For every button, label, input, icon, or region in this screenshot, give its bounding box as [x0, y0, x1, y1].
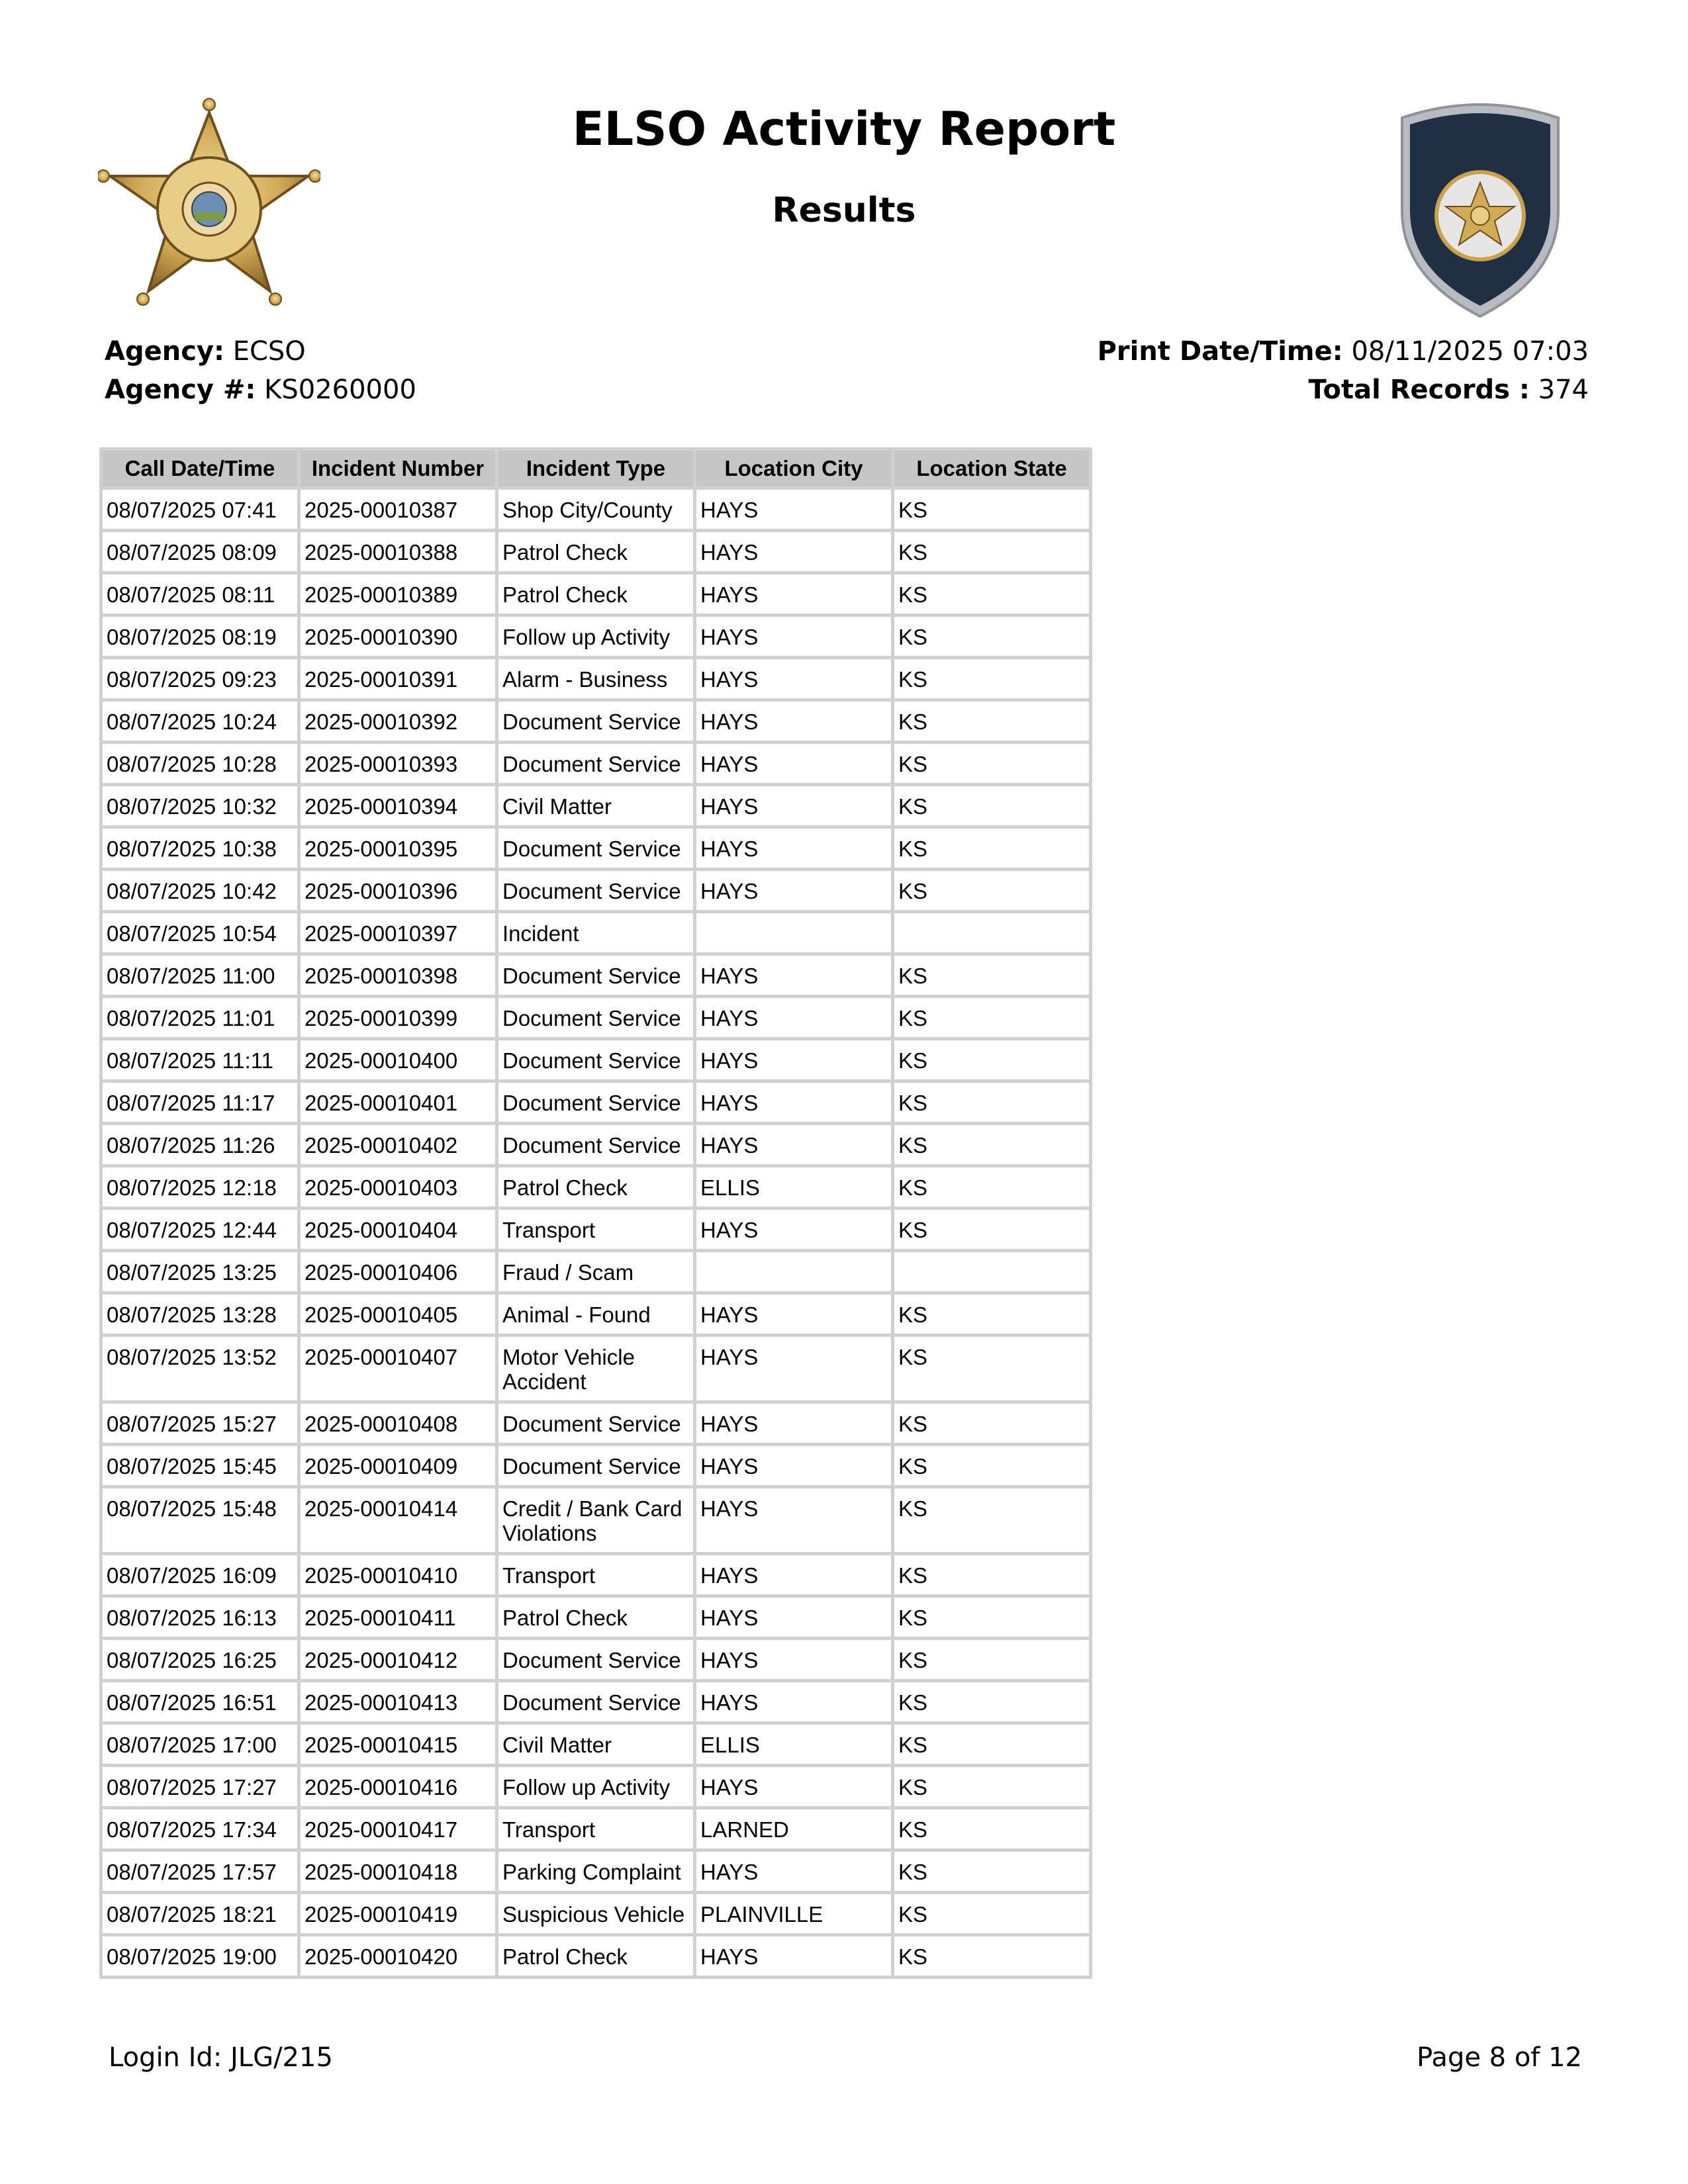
- cell-location-city: HAYS: [696, 490, 891, 529]
- cell-incident-number: 2025-00010401: [301, 1083, 495, 1122]
- cell-call-date-time: 08/07/2025 13:52: [103, 1337, 297, 1400]
- table-row: [103, 1040, 1089, 1079]
- cell-incident-type: Transport: [498, 1210, 693, 1249]
- cell-location-state: KS: [894, 1337, 1089, 1400]
- cell-call-date-time: 08/07/2025 12:18: [103, 1167, 297, 1206]
- cell-location-state: KS: [894, 998, 1089, 1037]
- cell-call-date-time: 08/07/2025 12:44: [103, 1210, 297, 1249]
- cell-call-date-time: 08/07/2025 11:01: [103, 998, 297, 1037]
- cell-call-date-time: 08/07/2025 11:17: [103, 1083, 297, 1122]
- cell-location-state: KS: [894, 1894, 1089, 1933]
- cell-call-date-time: 08/07/2025 16:09: [103, 1555, 297, 1594]
- table-row: [103, 1767, 1089, 1806]
- page-number: Page 8 of 12: [1417, 2042, 1582, 2073]
- cell-incident-type: Motor Vehicle Accident: [498, 1337, 693, 1400]
- cell-location-city: [696, 913, 891, 952]
- cell-call-date-time: 08/07/2025 15:27: [103, 1404, 297, 1443]
- cell-location-city: HAYS: [696, 744, 891, 783]
- cell-location-city: HAYS: [696, 1555, 891, 1594]
- cell-location-city: PLAINVILLE: [696, 1894, 891, 1933]
- cell-location-city: HAYS: [696, 1040, 891, 1079]
- cell-location-city: HAYS: [696, 1852, 891, 1891]
- cell-location-state: KS: [894, 490, 1089, 529]
- cell-call-date-time: 08/07/2025 10:28: [103, 744, 297, 783]
- cell-incident-number: 2025-00010406: [301, 1252, 495, 1291]
- cell-location-state: KS: [894, 702, 1089, 741]
- cell-incident-type: Document Service: [498, 1404, 693, 1443]
- cell-location-state: KS: [894, 659, 1089, 698]
- cell-location-state: KS: [894, 1725, 1089, 1764]
- table-row: [103, 702, 1089, 741]
- cell-location-state: KS: [894, 1809, 1089, 1848]
- cell-call-date-time: 08/07/2025 13:25: [103, 1252, 297, 1291]
- cell-incident-type: Document Service: [498, 829, 693, 868]
- cell-incident-type: Patrol Check: [498, 1598, 693, 1637]
- cell-location-city: HAYS: [696, 956, 891, 995]
- cell-location-state: KS: [894, 871, 1089, 910]
- cell-incident-type: Transport: [498, 1809, 693, 1848]
- table-row: [103, 1640, 1089, 1679]
- cell-location-state: KS: [894, 1040, 1089, 1079]
- agency-number-line: [105, 371, 416, 409]
- cell-location-state: KS: [894, 1295, 1089, 1334]
- cell-incident-number: 2025-00010398: [301, 956, 495, 995]
- cell-incident-number: 2025-00010391: [301, 659, 495, 698]
- cell-location-city: HAYS: [696, 702, 891, 741]
- table-row: [103, 1337, 1089, 1400]
- cell-incident-number: 2025-00010419: [301, 1894, 495, 1933]
- cell-call-date-time: 08/07/2025 07:41: [103, 490, 297, 529]
- cell-location-state: KS: [894, 744, 1089, 783]
- cell-location-state: KS: [894, 1852, 1089, 1891]
- cell-incident-number: 2025-00010396: [301, 871, 495, 910]
- cell-call-date-time: 08/07/2025 08:11: [103, 574, 297, 614]
- cell-incident-number: 2025-00010390: [301, 617, 495, 656]
- page-title: ELSO Activity Report: [572, 102, 1116, 156]
- table-row: [103, 871, 1089, 910]
- cell-incident-type: Shop City/County: [498, 490, 693, 529]
- cell-incident-type: Suspicious Vehicle: [498, 1894, 693, 1933]
- cell-incident-type: Document Service: [498, 1640, 693, 1679]
- cell-call-date-time: 08/07/2025 17:34: [103, 1809, 297, 1848]
- page-subtitle: Results: [772, 191, 916, 230]
- cell-call-date-time: 08/07/2025 16:13: [103, 1598, 297, 1637]
- cell-location-state: KS: [894, 1640, 1089, 1679]
- cell-incident-number: 2025-00010418: [301, 1852, 495, 1891]
- cell-call-date-time: 08/07/2025 17:57: [103, 1852, 297, 1891]
- cell-location-state: KS: [894, 1598, 1089, 1637]
- cell-location-state: KS: [894, 1936, 1089, 1976]
- agency-number-value: KS0260000: [264, 375, 416, 405]
- table-row: [103, 1598, 1089, 1637]
- table-row: [103, 1446, 1089, 1485]
- cell-call-date-time: 08/07/2025 18:21: [103, 1894, 297, 1933]
- cell-location-city: HAYS: [696, 871, 891, 910]
- cell-incident-number: 2025-00010397: [301, 913, 495, 952]
- cell-incident-type: Animal - Found: [498, 1295, 693, 1334]
- cell-call-date-time: 08/07/2025 16:51: [103, 1682, 297, 1721]
- cell-location-city: HAYS: [696, 829, 891, 868]
- cell-call-date-time: 08/07/2025 16:25: [103, 1640, 297, 1679]
- cell-incident-number: 2025-00010413: [301, 1682, 495, 1721]
- table-row: [103, 786, 1089, 825]
- print-date-label: Print Date/Time:: [1097, 336, 1343, 367]
- cell-call-date-time: 08/07/2025 09:23: [103, 659, 297, 698]
- cell-location-city: HAYS: [696, 1446, 891, 1485]
- cell-incident-type: Document Service: [498, 998, 693, 1037]
- cell-location-city: HAYS: [696, 1488, 891, 1552]
- table-row: [103, 1252, 1089, 1291]
- cell-location-city: ELLIS: [696, 1725, 891, 1764]
- cell-incident-type: Patrol Check: [498, 1936, 693, 1976]
- cell-incident-type: Document Service: [498, 702, 693, 741]
- table-row: [103, 617, 1089, 656]
- cell-incident-number: 2025-00010404: [301, 1210, 495, 1249]
- cell-incident-type: Alarm - Business: [498, 659, 693, 698]
- cell-location-city: HAYS: [696, 1682, 891, 1721]
- table-row: [103, 829, 1089, 868]
- cell-incident-number: 2025-00010394: [301, 786, 495, 825]
- cell-incident-type: Document Service: [498, 871, 693, 910]
- cell-location-city: HAYS: [696, 617, 891, 656]
- cell-incident-number: 2025-00010410: [301, 1555, 495, 1594]
- cell-location-state: KS: [894, 1682, 1089, 1721]
- cell-call-date-time: 08/07/2025 15:45: [103, 1446, 297, 1485]
- cell-call-date-time: 08/07/2025 11:11: [103, 1040, 297, 1079]
- table-row: [103, 913, 1089, 952]
- cell-incident-type: Document Service: [498, 1083, 693, 1122]
- cell-location-city: HAYS: [696, 574, 891, 614]
- table-row: [103, 956, 1089, 995]
- cell-incident-type: Credit / Bank Card Violations: [498, 1488, 693, 1552]
- cell-incident-type: Follow up Activity: [498, 617, 693, 656]
- cell-location-city: HAYS: [696, 1598, 891, 1637]
- cell-incident-number: 2025-00010395: [301, 829, 495, 868]
- table-row: [103, 1852, 1089, 1891]
- cell-call-date-time: 08/07/2025 17:00: [103, 1725, 297, 1764]
- cell-incident-number: 2025-00010403: [301, 1167, 495, 1206]
- table-row: [103, 1210, 1089, 1249]
- cell-incident-number: 2025-00010402: [301, 1125, 495, 1164]
- cell-location-state: KS: [894, 1555, 1089, 1594]
- total-records-line: [1098, 371, 1589, 409]
- cell-call-date-time: 08/07/2025 10:54: [103, 913, 297, 952]
- column-header-incident-number: Incident Number: [301, 451, 495, 486]
- table-row: [103, 1894, 1089, 1933]
- cell-incident-number: 2025-00010389: [301, 574, 495, 614]
- cell-location-state: KS: [894, 786, 1089, 825]
- cell-call-date-time: 08/07/2025 11:00: [103, 956, 297, 995]
- cell-call-date-time: 08/07/2025 17:27: [103, 1767, 297, 1806]
- cell-incident-type: Document Service: [498, 1125, 693, 1164]
- cell-call-date-time: 08/07/2025 13:28: [103, 1295, 297, 1334]
- cell-call-date-time: 08/07/2025 10:32: [103, 786, 297, 825]
- cell-location-state: KS: [894, 1404, 1089, 1443]
- cell-incident-number: 2025-00010407: [301, 1337, 495, 1400]
- agency-label: Agency:: [105, 336, 224, 367]
- agency-number-label: Agency #:: [105, 375, 256, 405]
- table-row: [103, 744, 1089, 783]
- cell-incident-type: Parking Complaint: [498, 1852, 693, 1891]
- cell-incident-type: Civil Matter: [498, 1725, 693, 1764]
- column-header-call-date-time: Call Date/Time: [103, 451, 297, 486]
- cell-location-state: KS: [894, 1167, 1089, 1206]
- cell-location-city: HAYS: [696, 1404, 891, 1443]
- cell-incident-number: 2025-00010393: [301, 744, 495, 783]
- cell-location-state: KS: [894, 1446, 1089, 1485]
- cell-incident-type: Document Service: [498, 956, 693, 995]
- cell-incident-number: 2025-00010399: [301, 998, 495, 1037]
- cell-incident-number: 2025-00010412: [301, 1640, 495, 1679]
- cell-incident-number: 2025-00010417: [301, 1809, 495, 1848]
- cell-location-state: KS: [894, 829, 1089, 868]
- cell-incident-number: 2025-00010387: [301, 490, 495, 529]
- table-row: [103, 1404, 1089, 1443]
- table-row: [103, 1083, 1089, 1122]
- cell-incident-type: Civil Matter: [498, 786, 693, 825]
- login-id: Login Id: JLG/215: [109, 2042, 333, 2073]
- cell-incident-number: 2025-00010409: [301, 1446, 495, 1485]
- table-row: [103, 1682, 1089, 1721]
- cell-location-state: KS: [894, 1210, 1089, 1249]
- cell-location-city: HAYS: [696, 1936, 891, 1976]
- cell-call-date-time: 08/07/2025 10:24: [103, 702, 297, 741]
- cell-call-date-time: 08/07/2025 11:26: [103, 1125, 297, 1164]
- cell-incident-type: Transport: [498, 1555, 693, 1594]
- table-row: [103, 998, 1089, 1037]
- column-header-location-state: Location State: [894, 451, 1089, 486]
- cell-incident-number: 2025-00010400: [301, 1040, 495, 1079]
- activity-table: [99, 447, 1092, 1979]
- cell-call-date-time: 08/07/2025 10:42: [103, 871, 297, 910]
- agency-info: [105, 332, 416, 409]
- cell-incident-number: 2025-00010416: [301, 1767, 495, 1806]
- total-records-value: 374: [1538, 375, 1589, 405]
- cell-location-city: HAYS: [696, 532, 891, 571]
- cell-incident-type: Document Service: [498, 744, 693, 783]
- cell-incident-type: Document Service: [498, 1682, 693, 1721]
- cell-incident-type: Document Service: [498, 1446, 693, 1485]
- agency-line: [105, 332, 416, 371]
- cell-location-state: KS: [894, 1083, 1089, 1122]
- table-row: [103, 1167, 1089, 1206]
- cell-location-city: [696, 1252, 891, 1291]
- table-row: [103, 1125, 1089, 1164]
- cell-incident-type: Patrol Check: [498, 1167, 693, 1206]
- table-row: [103, 1809, 1089, 1848]
- table-row: [103, 490, 1089, 529]
- cell-incident-type: Fraud / Scam: [498, 1252, 693, 1291]
- cell-incident-number: 2025-00010408: [301, 1404, 495, 1443]
- cell-incident-number: 2025-00010414: [301, 1488, 495, 1552]
- cell-incident-number: 2025-00010411: [301, 1598, 495, 1637]
- table-row: [103, 532, 1089, 571]
- print-info: [1098, 332, 1589, 409]
- cell-location-city: HAYS: [696, 786, 891, 825]
- cell-location-city: HAYS: [696, 1125, 891, 1164]
- cell-incident-number: 2025-00010415: [301, 1725, 495, 1764]
- cell-call-date-time: 08/07/2025 19:00: [103, 1936, 297, 1976]
- cell-location-city: HAYS: [696, 1295, 891, 1334]
- cell-location-city: HAYS: [696, 1640, 891, 1679]
- cell-incident-number: 2025-00010420: [301, 1936, 495, 1976]
- cell-location-city: HAYS: [696, 1083, 891, 1122]
- cell-location-city: HAYS: [696, 1767, 891, 1806]
- cell-incident-type: Incident: [498, 913, 693, 952]
- table-header-row: [103, 451, 1089, 486]
- cell-call-date-time: 08/07/2025 08:09: [103, 532, 297, 571]
- cell-location-state: KS: [894, 574, 1089, 614]
- cell-incident-number: 2025-00010405: [301, 1295, 495, 1334]
- cell-call-date-time: 08/07/2025 08:19: [103, 617, 297, 656]
- table-row: [103, 574, 1089, 614]
- column-header-incident-type: Incident Type: [498, 451, 693, 486]
- cell-call-date-time: 08/07/2025 15:48: [103, 1488, 297, 1552]
- cell-incident-number: 2025-00010388: [301, 532, 495, 571]
- cell-location-state: KS: [894, 956, 1089, 995]
- cell-location-city: HAYS: [696, 1210, 891, 1249]
- table-row: [103, 1295, 1089, 1334]
- table-row: [103, 1936, 1089, 1976]
- cell-location-state: [894, 913, 1089, 952]
- cell-location-state: [894, 1252, 1089, 1291]
- table-row: [103, 659, 1089, 698]
- cell-location-state: KS: [894, 532, 1089, 571]
- cell-location-state: KS: [894, 1488, 1089, 1552]
- cell-incident-type: Follow up Activity: [498, 1767, 693, 1806]
- table-row: [103, 1555, 1089, 1594]
- table-row: [103, 1725, 1089, 1764]
- agency-value: ECSO: [232, 336, 306, 367]
- print-date-line: [1098, 332, 1589, 371]
- cell-location-state: KS: [894, 1125, 1089, 1164]
- cell-location-city: HAYS: [696, 998, 891, 1037]
- column-header-location-city: Location City: [696, 451, 891, 486]
- cell-location-city: LARNED: [696, 1809, 891, 1848]
- cell-incident-type: Patrol Check: [498, 574, 693, 614]
- cell-incident-type: Patrol Check: [498, 532, 693, 571]
- cell-location-state: KS: [894, 617, 1089, 656]
- cell-incident-number: 2025-00010392: [301, 702, 495, 741]
- cell-location-city: ELLIS: [696, 1167, 891, 1206]
- table-row: [103, 1488, 1089, 1552]
- cell-location-state: KS: [894, 1767, 1089, 1806]
- print-date-value: 08/11/2025 07:03: [1351, 336, 1589, 367]
- cell-location-city: HAYS: [696, 1337, 891, 1400]
- cell-incident-type: Document Service: [498, 1040, 693, 1079]
- cell-call-date-time: 08/07/2025 10:38: [103, 829, 297, 868]
- total-records-label: Total Records :: [1308, 375, 1530, 405]
- cell-location-city: HAYS: [696, 659, 891, 698]
